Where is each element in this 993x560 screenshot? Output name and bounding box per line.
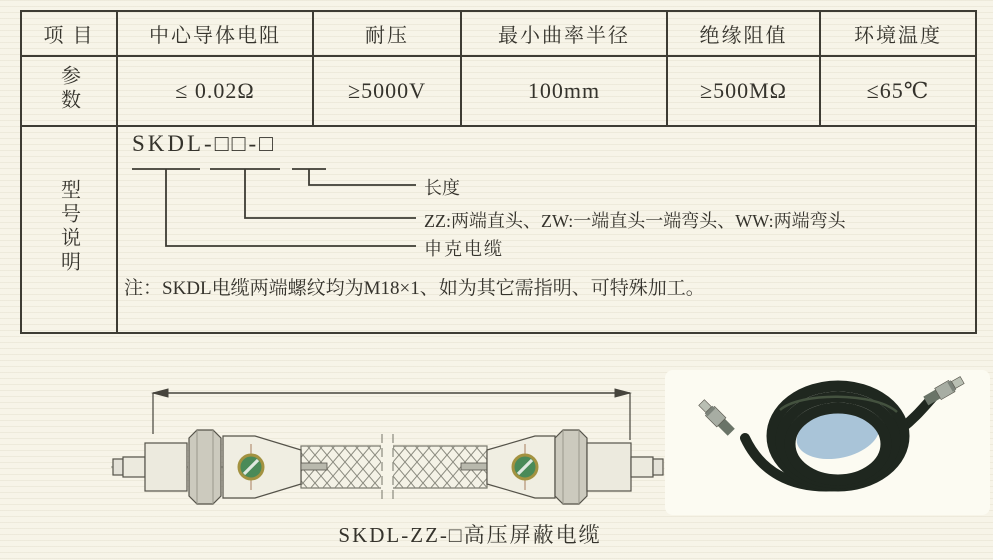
header-center-conductor-resistance: 中心导体电阻 xyxy=(117,11,313,56)
right-hex-nut xyxy=(555,430,587,504)
value-temperature: ≤65℃ xyxy=(820,56,976,126)
table-header-row xyxy=(21,11,976,56)
model-diagram xyxy=(118,127,975,332)
header-insulation-resistance: 绝缘阻值 xyxy=(667,11,820,56)
model-description-cell xyxy=(117,126,976,333)
right-connector xyxy=(461,430,663,504)
model-label: 型号说明 xyxy=(57,179,80,275)
coiled-cable-svg xyxy=(665,370,990,515)
right-pin xyxy=(461,463,487,470)
header-item: 项 目 xyxy=(21,11,117,56)
coiled-cable-photo xyxy=(665,370,990,515)
header-min-bend-radius: 最小曲率半径 xyxy=(461,11,667,56)
left-screw xyxy=(239,455,263,479)
row-label-parameters xyxy=(21,56,117,126)
right-screw xyxy=(513,455,537,479)
value-insulation: ≥500MΩ xyxy=(667,56,820,126)
thread-note: 注：SKDL电缆两端螺纹均为M18×1、如为其它需指明、可特殊加工。 xyxy=(124,278,705,299)
model-row xyxy=(21,126,976,333)
value-voltage: ≥5000V xyxy=(313,56,461,126)
header-withstand-voltage: 耐压 xyxy=(313,11,461,56)
value-resistance: ≤ 0.02Ω xyxy=(117,56,313,126)
left-hex-nut xyxy=(189,430,221,504)
braided-cable-section xyxy=(301,434,487,500)
cable-technical-drawing xyxy=(105,378,665,513)
model-code-formula: SKDL-□□-□ xyxy=(132,131,277,156)
parameters-label: 参数 xyxy=(57,64,80,113)
header-ambient-temperature: 环境温度 xyxy=(820,11,976,56)
figure-caption: SKDL-ZZ-□高压屏蔽电缆 xyxy=(338,523,602,547)
value-bend-radius: 100mm xyxy=(461,56,667,126)
left-connector xyxy=(113,430,327,504)
left-pin xyxy=(301,463,327,470)
callout-maker: 申克电缆 xyxy=(424,239,504,259)
cable-drawing-svg xyxy=(105,378,665,513)
parameter-row xyxy=(21,56,976,126)
length-dimension-arrow xyxy=(153,389,630,440)
spec-table xyxy=(20,10,977,334)
callout-length: 长度 xyxy=(424,178,460,198)
break-gap xyxy=(381,444,393,490)
row-label-model xyxy=(21,126,117,333)
callout-connector-type: ZZ:两端直头、ZW:一端直头一端弯头、WW:两端弯头 xyxy=(424,211,846,231)
